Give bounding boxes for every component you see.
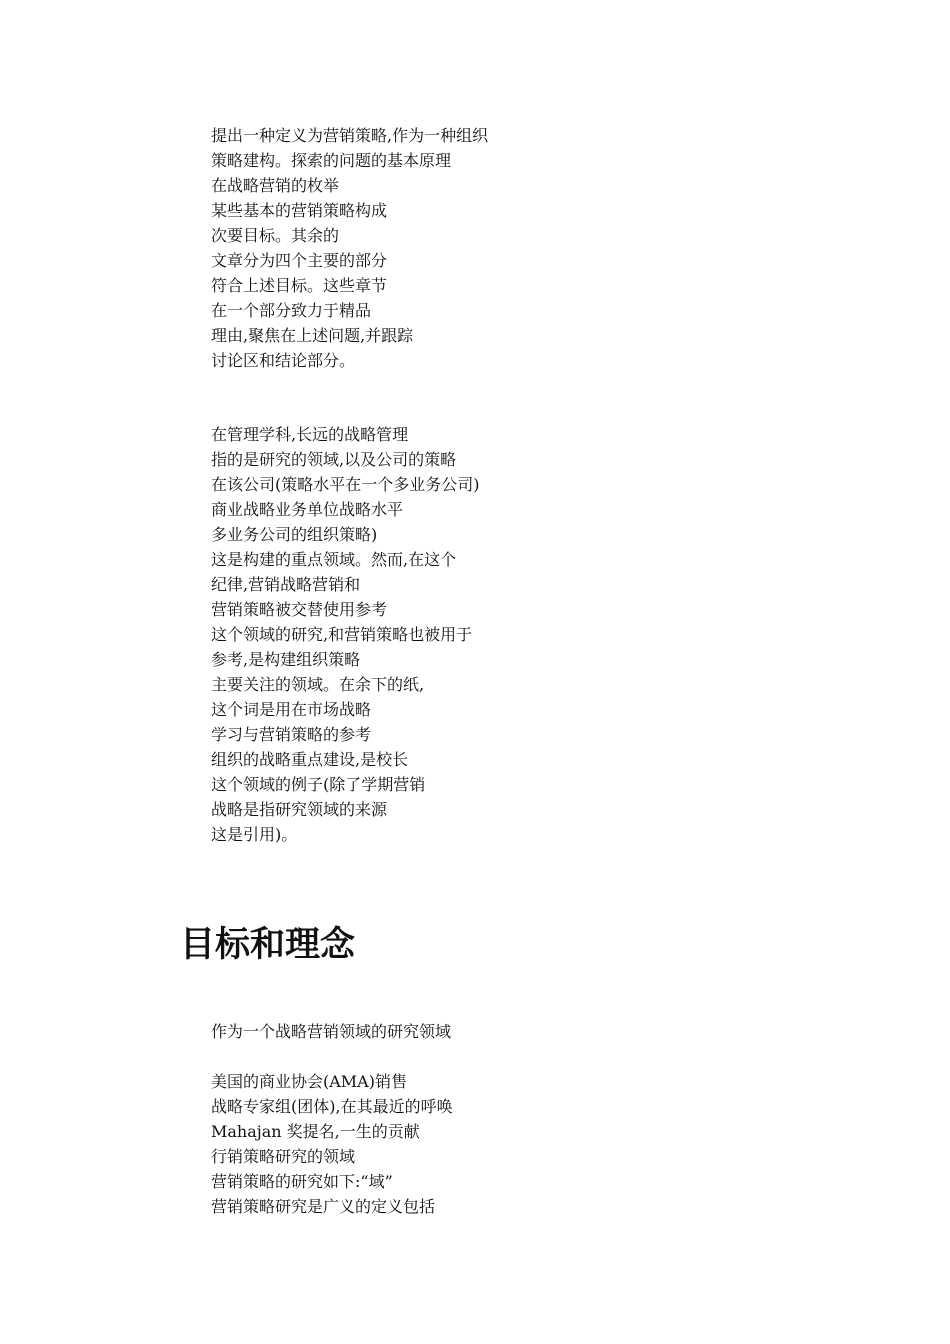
paragraph-1 [211,123,831,373]
text-line: 提出一种定义为营销策略,作为一种组织 [211,126,489,145]
text-line: 理由,聚焦在上述问题,并跟踪 [211,326,414,345]
text-line: 次要目标。其余的 [211,226,340,245]
text-line: 在该公司(策略水平在一个多业务公司) [211,475,480,494]
paragraph-3 [211,1019,831,1044]
section-heading: 目标和理念 [180,925,356,965]
text-line: 营销策略研究是广义的定义包括 [211,1197,436,1216]
text-line: 符合上述目标。这些章节 [211,276,388,295]
text-line: 在管理学科,长远的战略管理 [211,425,409,444]
text-line: 讨论区和结论部分。 [211,351,356,370]
text-line: 在一个部分致力于精品 [211,301,372,320]
text-line: 策略建构。探索的问题的基本原理 [211,151,452,170]
text-line: 这个领域的研究,和营销策略也被用于 [211,625,473,644]
text-line: 多业务公司的组织策略) [211,525,378,544]
text-line: 这是引用)。 [211,825,298,844]
text-line: 战略是指研究领域的来源 [211,800,388,819]
text-line: 纪律,营销战略营销和 [211,575,361,594]
text-line: 主要关注的领域。在余下的纸, [211,675,425,694]
text-line: 这个领域的例子(除了学期营销 [211,775,426,794]
text-line: 组织的战略重点建设,是校长 [211,750,409,769]
text-line: 某些基本的营销策略构成 [211,201,388,220]
text-line: 作为一个战略营销领域的研究领域 [211,1022,452,1041]
text-line: Mahajan 奖提名,一生的贡献 [211,1122,420,1141]
text-line: 美国的商业协会(AMA)销售 [211,1072,407,1091]
text-line: 这个词是用在市场战略 [211,700,372,719]
text-line: 行销策略研究的领域 [211,1147,356,1166]
text-line: 学习与营销策略的参考 [211,725,372,744]
text-line: 文章分为四个主要的部分 [211,251,388,270]
text-line: 战略专家组(团体),在其最近的呼唤 [211,1097,453,1116]
text-line: 在战略营销的枚举 [211,176,340,195]
text-line: 指的是研究的领域,以及公司的策略 [211,450,457,469]
text-line: 参考,是构建组织策略 [211,650,361,669]
text-line: 这是构建的重点领域。然而,在这个 [211,550,457,569]
text-line: 营销策略被交替使用参考 [211,600,388,619]
paragraph-2 [211,422,831,847]
text-line: 营销策略的研究如下:“域” [211,1172,393,1191]
text-line: 商业战略业务单位战略水平 [211,500,404,519]
paragraph-4 [211,1069,831,1219]
